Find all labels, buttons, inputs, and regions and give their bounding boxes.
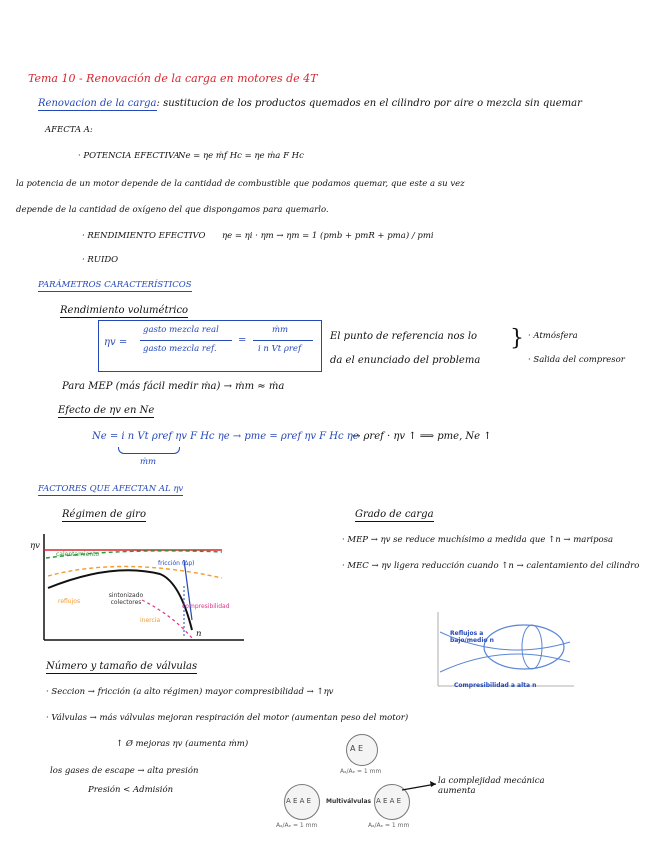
formula-eq: = (238, 335, 247, 346)
multivalvulas-label: Multiválvulas (326, 798, 372, 805)
complejidad-arrow (400, 778, 440, 794)
opt-atmosfera: · Atmósfera (528, 331, 578, 341)
regimen-heading: Régimen de giro (62, 509, 146, 520)
efecto-heading: Efecto de ηv en Ne (58, 405, 155, 416)
intro-line (38, 99, 582, 109)
grado-mep: · MEP → ηv se reduce muchísimo a medida que ↑n → mariposa (342, 535, 614, 545)
opt-compresor: · Salida del compresor (528, 355, 625, 365)
valve-circle-left-caption: Aₐ/Aₑ = 1 mm (276, 822, 318, 829)
chart-blue-arrow (184, 560, 192, 620)
valve-circle-top-caption: Aₐ/Aₑ = 1 mm (340, 768, 382, 775)
valvulas-line: · Válvulas → más válvulas mejoran respiración del motor (aumentan peso del motor) (46, 713, 409, 723)
rendimiento-label: · RENDIMIENTO EFECTIVO (82, 231, 206, 241)
rchart-small-ellipse (522, 625, 542, 669)
valve-circle-left-letters: A E A E (286, 797, 312, 805)
rchart-label-bottom: Compresibilidad a alta n (454, 682, 537, 689)
rchart-label-top: Reflujos a bajo/medio n (450, 630, 494, 644)
formula-num2: ṁm (272, 325, 289, 335)
valve-circle-top-letters: A E (350, 744, 364, 753)
formula-den: gasto mezcla ref. (143, 344, 217, 354)
factores-heading: FACTORES QUE AFECTAN AL ηv (38, 484, 184, 494)
parametros-heading: PARÁMETROS CARACTERÍSTICOS (38, 280, 192, 290)
formula-num: gasto mezcla real (143, 325, 219, 335)
efecto-result: → ρref · ηv ↑ ⟹ pme, Ne ↑ (352, 431, 492, 442)
gases-line1: los gases de escape → alta presión (50, 766, 199, 776)
numero-heading: Número y tamaño de válvulas (46, 661, 198, 672)
compresibilidad-chart (424, 602, 584, 694)
chart-label-friccion: fricción (Δp) (158, 560, 195, 567)
formula-den2: i n Vt ρref (258, 344, 302, 354)
grado-mec: · MEC → ηv ligera reducción cuando ↑n → calentamiento del cilindro (342, 561, 640, 571)
rend-vol-heading: Rendimiento volumétrico (60, 305, 189, 316)
mep-line: Para MEP (más fácil medir ṁa) → ṁm ≈ ṁa (62, 381, 285, 392)
grado-heading: Grado de carga (355, 509, 434, 520)
chart-label-calentamiento: calentamiento (56, 551, 100, 558)
chart-label-compresibilidad: compresibilidad (182, 603, 230, 610)
formula-fraction-line2 (253, 340, 313, 341)
chart-label-sintonizado: sintonizado colectores (108, 592, 144, 606)
afecta-label: AFECTA A: (45, 125, 93, 135)
efecto-mm: ṁm (140, 457, 157, 467)
complejidad-text: la complejidad mecánica aumenta (438, 776, 545, 797)
valve-circle-right-letters: A E A E (376, 797, 402, 805)
efecto-formula: Ne = i n Vt ρref ηv F Hc ηe → pme = ρref ηv F Hc ηe (92, 431, 359, 442)
potencia-label: · POTENCIA EFECTIVA (78, 151, 180, 161)
renovacion-text: : sustitucion de los productos quemados en el cilindro por aire o mezcla sin quemar (156, 98, 582, 109)
seccion-line: · Seccion → fricción (a alto régimen) mayor compresibilidad → ↑ηv (46, 687, 334, 697)
punto-line2: da el enunciado del problema (330, 355, 481, 366)
punto-line1: El punto de referencia nos lo (330, 331, 478, 342)
brace: } (510, 326, 524, 351)
potencia-formula: Ne = ηe ṁf Hc = ηe ṁa F Hc (178, 151, 304, 161)
valve-circle-right-caption: Aₐ/Aₑ = 1 mm (368, 822, 410, 829)
gases-line2: Presión < Admisión (88, 785, 174, 795)
formula-fraction-line (140, 340, 232, 341)
chart-label-reflujos: reflujos (58, 598, 81, 605)
para1-line1: la potencia de un motor depende de la cantidad de combustible que podamos quemar, que este a su vez (16, 179, 465, 189)
chart-label-inercia: inercia (140, 617, 161, 624)
renovacion-label: Renovacion de la carga (38, 98, 157, 109)
regimen-chart (22, 530, 252, 650)
rendimiento-formula: ηe = ηi · ηm → ηm = 1 (pmb + pmR + pma) / pmi (222, 231, 434, 241)
chart-orange-curve (48, 566, 222, 578)
formula-lhs: ηv = (104, 337, 128, 348)
page-title: Tema 10 - Renovación de la carga en motores de 4T (28, 72, 318, 85)
para1-line2: depende de la cantidad de oxígeno del que dispongamos para quemarlo. (16, 205, 329, 215)
mejoras-line: ↑ Ø mejoras ηv (aumenta ṁm) (116, 739, 249, 749)
efecto-brace (118, 447, 180, 454)
chart-y-label: ηv (30, 541, 40, 551)
ruido-label: · RUIDO (82, 255, 119, 265)
chart-x-label: n (196, 629, 202, 639)
